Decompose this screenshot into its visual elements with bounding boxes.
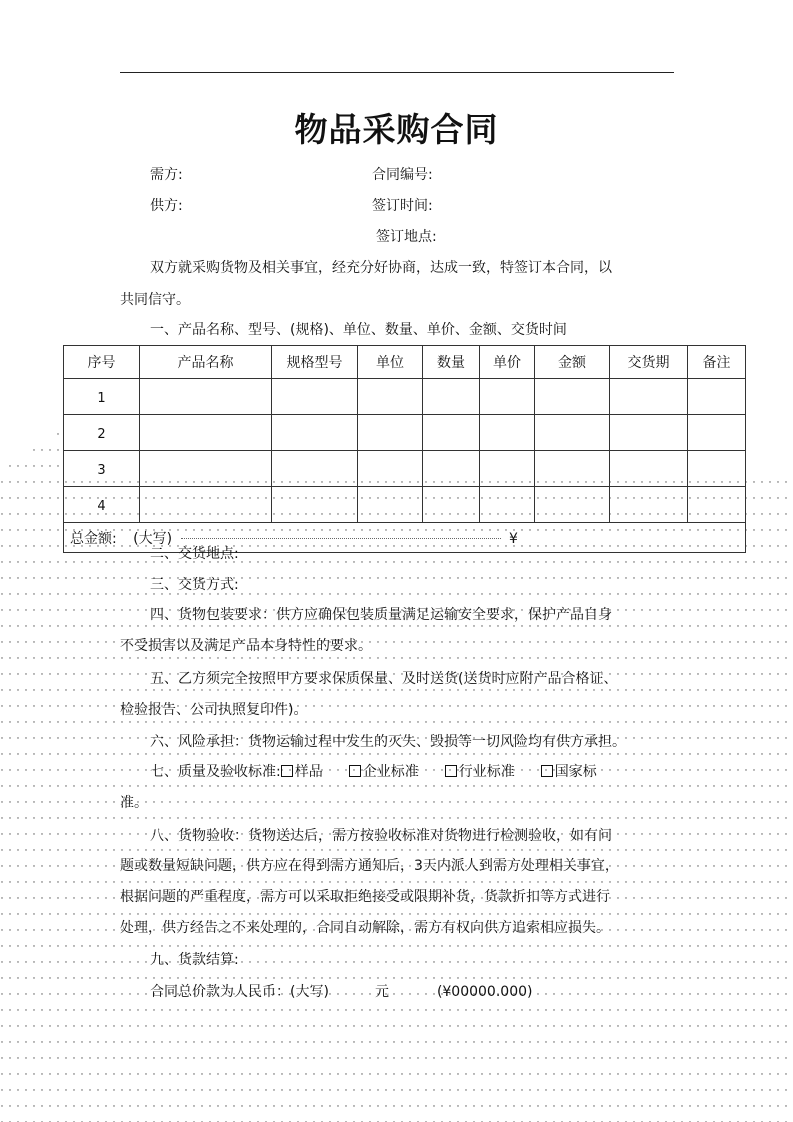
checkbox-sample[interactable] bbox=[281, 765, 293, 777]
table-cell[interactable] bbox=[535, 415, 610, 451]
table-cell[interactable] bbox=[272, 415, 358, 451]
sign-time-label: 签订时间: bbox=[372, 198, 433, 214]
table-cell[interactable] bbox=[480, 451, 535, 487]
table-cell[interactable] bbox=[140, 379, 272, 415]
table-cell[interactable] bbox=[423, 379, 480, 415]
section-5-line-1: 五、乙方须完全按照甲方要求保质保量、及时送货(送货时应附产品合格证、 bbox=[150, 671, 618, 687]
table-cell[interactable] bbox=[140, 415, 272, 451]
product-table bbox=[63, 345, 746, 553]
col-header-unit-price: 单价 bbox=[480, 346, 535, 379]
buyer-label: 需方: bbox=[150, 167, 183, 183]
table-row bbox=[64, 451, 746, 487]
table-cell[interactable] bbox=[610, 487, 688, 523]
total-price-label: 合同总价款为人民币：(大写) bbox=[150, 984, 329, 1000]
checkbox-national-standard[interactable] bbox=[541, 765, 553, 777]
table-row bbox=[64, 487, 746, 523]
col-header-quantity: 数量 bbox=[423, 346, 480, 379]
table-cell[interactable] bbox=[140, 451, 272, 487]
table-cell[interactable] bbox=[480, 487, 535, 523]
total-amount-label: 总金额: bbox=[70, 530, 117, 547]
table-cell[interactable] bbox=[358, 487, 423, 523]
contract-number-label: 合同编号: bbox=[372, 167, 433, 183]
table-cell[interactable] bbox=[272, 487, 358, 523]
table-row bbox=[64, 415, 746, 451]
table-cell[interactable] bbox=[480, 379, 535, 415]
table-cell[interactable] bbox=[688, 379, 746, 415]
table-cell[interactable] bbox=[423, 487, 480, 523]
section-8-line-4: 处理，供方经告之不来处理的，合同自动解除，需方有权向供方追索相应损失。 bbox=[120, 920, 610, 936]
table-cell[interactable] bbox=[688, 415, 746, 451]
table-row bbox=[64, 379, 746, 415]
table-cell[interactable] bbox=[610, 379, 688, 415]
option-sample-label: 样品 bbox=[294, 764, 323, 780]
option-national-standard-label: 国家标 bbox=[554, 764, 597, 780]
table-cell[interactable] bbox=[272, 451, 358, 487]
col-header-delivery-date: 交货期 bbox=[610, 346, 688, 379]
table-cell[interactable] bbox=[610, 415, 688, 451]
checkbox-industry-standard[interactable] bbox=[445, 765, 457, 777]
table-cell[interactable] bbox=[688, 451, 746, 487]
total-price-value: (¥00000.000) bbox=[436, 984, 533, 1000]
table-cell[interactable] bbox=[480, 415, 535, 451]
option-industry-standard-label: 行业标准 bbox=[458, 764, 515, 780]
total-price-line bbox=[120, 982, 705, 1002]
table-cell[interactable] bbox=[535, 451, 610, 487]
row-index: 1 bbox=[64, 379, 140, 415]
section-3-delivery-method: 三、交货方式: bbox=[150, 577, 239, 593]
row-index: 4 bbox=[64, 487, 140, 523]
header-rule bbox=[120, 72, 674, 73]
section-7-quality-standards bbox=[120, 762, 705, 782]
section-1-title: 一、产品名称、型号、(规格)、单位、数量、单价、金额、交货时间 bbox=[150, 322, 567, 338]
section-6-risk: 六、风险承担：货物运输过程中发生的灭失、毁损等一切风险均有供方承担。 bbox=[150, 734, 626, 750]
section-7-line-2: 准。 bbox=[120, 795, 148, 811]
checkbox-enterprise-standard[interactable] bbox=[349, 765, 361, 777]
section-4-line-2: 不受损害以及满足产品本身特性的要求。 bbox=[120, 638, 372, 654]
section-9-payment: 九、货款结算: bbox=[150, 952, 239, 968]
intro-line-1: 双方就采购货物及相关事宜，经充分好协商，达成一致，特签订本合同，以 bbox=[150, 260, 612, 276]
col-header-unit: 单位 bbox=[358, 346, 423, 379]
table-cell[interactable] bbox=[272, 379, 358, 415]
supplier-label: 供方: bbox=[150, 198, 183, 214]
row-index: 3 bbox=[64, 451, 140, 487]
table-cell[interactable] bbox=[140, 487, 272, 523]
section-8-line-2: 题或数量短缺问题，供方应在得到需方通知后，3天内派人到需方处理相关事宜， bbox=[120, 858, 619, 874]
table-header-row bbox=[64, 346, 746, 379]
option-enterprise-standard-label: 企业标准 bbox=[362, 764, 419, 780]
table-cell[interactable] bbox=[423, 415, 480, 451]
col-header-product-name: 产品名称 bbox=[140, 346, 272, 379]
sign-place-label: 签订地点: bbox=[376, 229, 437, 245]
col-header-remark: 备注 bbox=[688, 346, 746, 379]
contract-title: 物品采购合同 bbox=[294, 110, 499, 149]
section-8-line-3: 根据问题的严重程度，需方可以采取拒绝接受或限期补货，货款折扣等方式进行 bbox=[120, 889, 610, 905]
row-index: 2 bbox=[64, 415, 140, 451]
total-amount-fill-line bbox=[181, 538, 501, 539]
table-cell[interactable] bbox=[688, 487, 746, 523]
section-5-line-2: 检验报告、公司执照复印件)。 bbox=[120, 702, 308, 718]
section-8-line-1: 八、货物验收：货物送达后，需方按验收标准对货物进行检测验收，如有问 bbox=[150, 828, 612, 844]
section-2-delivery-place: 二、交货地点: bbox=[150, 546, 239, 562]
col-header-index: 序号 bbox=[64, 346, 140, 379]
section-4-line-1: 四、货物包装要求：供方应确保包装质量满足运输安全要求，保护产品自身 bbox=[150, 607, 612, 623]
section-7-prefix: 七、质量及验收标准: bbox=[150, 764, 281, 780]
col-header-amount: 金额 bbox=[535, 346, 610, 379]
col-header-model: 规格型号 bbox=[272, 346, 358, 379]
table-cell[interactable] bbox=[358, 415, 423, 451]
table-cell[interactable] bbox=[535, 487, 610, 523]
total-price-unit: 元 bbox=[374, 984, 389, 1000]
total-amount-yuan-symbol: ¥ bbox=[509, 530, 518, 547]
table-cell[interactable] bbox=[535, 379, 610, 415]
table-cell[interactable] bbox=[358, 379, 423, 415]
table-cell[interactable] bbox=[423, 451, 480, 487]
table-cell[interactable] bbox=[610, 451, 688, 487]
total-amount-daxie: (大写) bbox=[133, 530, 173, 547]
table-cell[interactable] bbox=[358, 451, 423, 487]
intro-line-2: 共同信守。 bbox=[120, 292, 190, 308]
